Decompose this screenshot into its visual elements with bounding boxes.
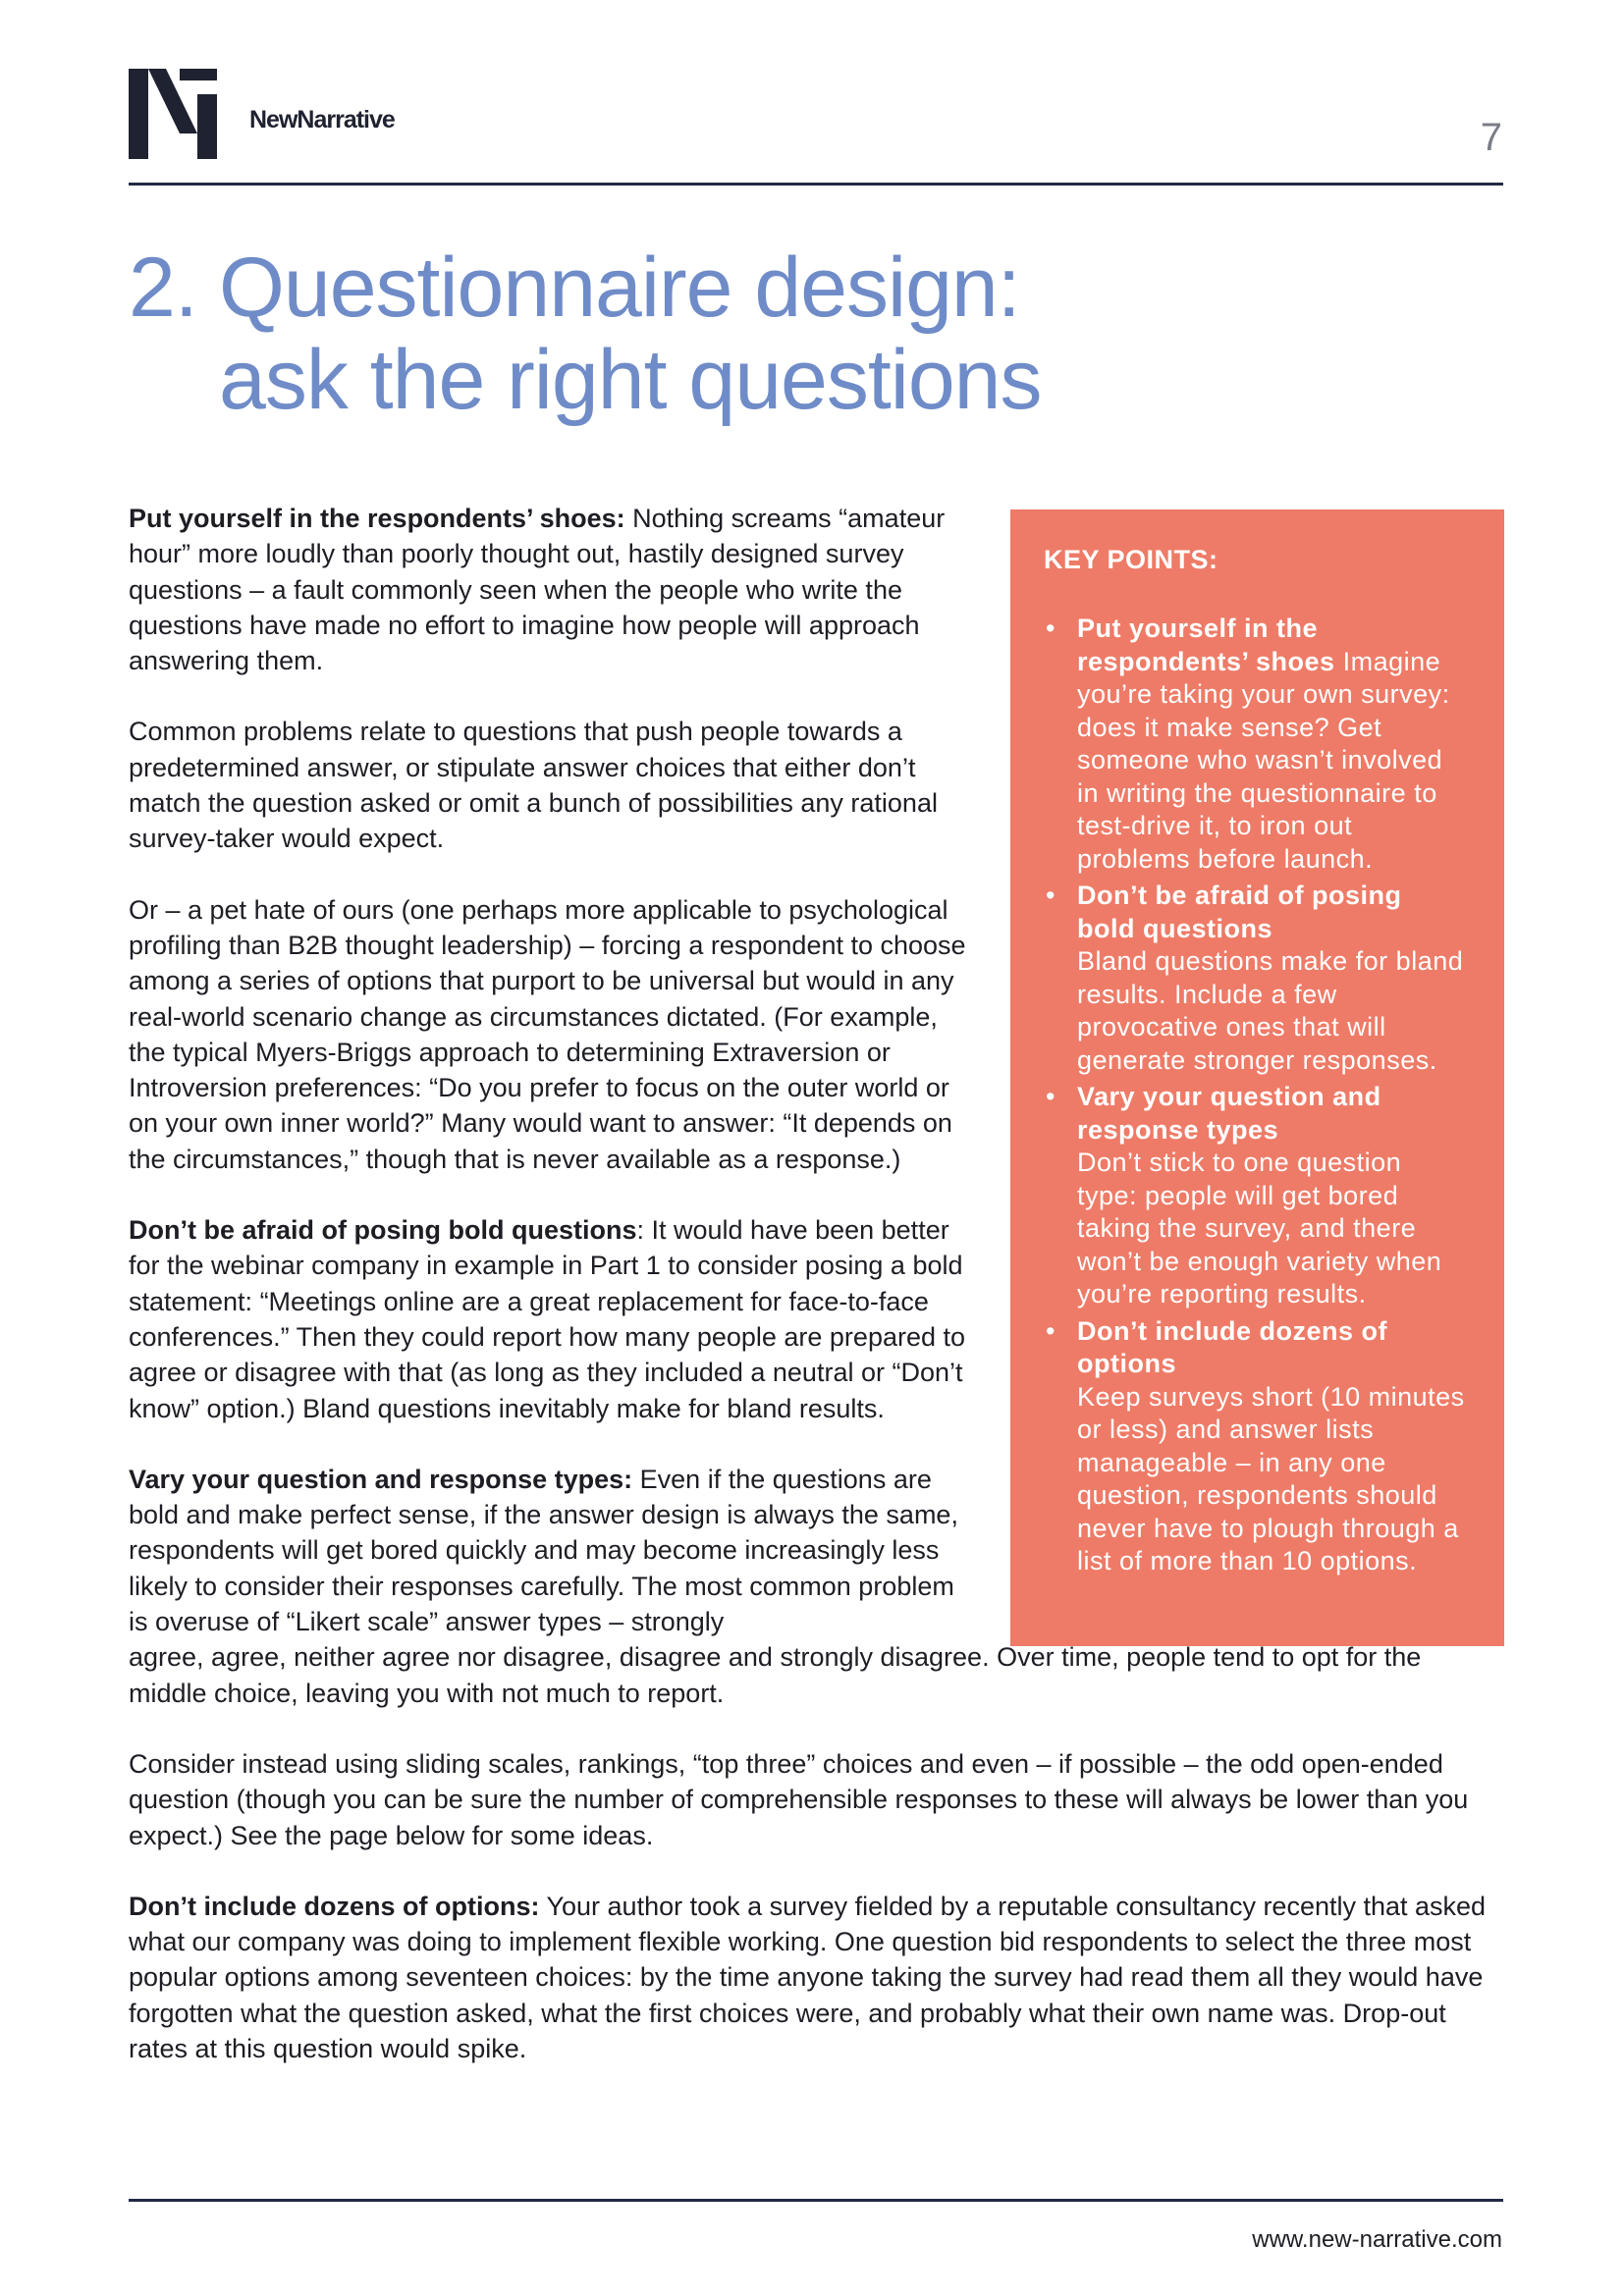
key-point-body: Bland questions make for bland results. Include a few provocative ones that will generate stronger responses. — [1077, 946, 1464, 1075]
paragraph-text: Your author took a survey fielded by a reputable consultancy recently that asked what our company was doing to implement flexible working. One question bid respondents to select the three most popular options among seventeen choices: by the time anyone taking the survey had read them all they would have forgotten what the question asked, what the first choices were, and probably what their own name was. Drop-out rates at this question would spike. — [129, 1891, 1487, 2063]
paragraph-lead: Don’t include dozens of options: — [129, 1891, 540, 1921]
footer-rule — [129, 2199, 1503, 2202]
title-line-2: ask the right questions — [219, 333, 1042, 427]
paragraph-lead: Vary your question and response types: — [129, 1464, 633, 1494]
paragraph-common-problems: Common problems relate to questions that push people towards a predetermined answer, or stipulate answer choices that either don’t match the question asked or omit a bunch of possibilities any rational survey-taker would expect. — [129, 717, 938, 854]
paragraph-text: Even if the questions are bold and make perfect sense, if the answer design is always the same, respondents will get bored quickly and may become increasingly less likely to consider their responses carefully. The most common problem is overuse of “Likert scale” answer types – strongly — [129, 1464, 958, 1637]
paragraph-text: : It would have been better for the webinar company in example in Part 1 to consider posing a bold statement: “Meetings online are a great replacement for face-to-face conferences.” Then they could report how many people are prepared to agree or disagree with that (as long as they included a neutral or “Don’t know” option.) Bland questions inevitably make for bland results. — [129, 1215, 966, 1423]
key-point-title: • Vary your question and response types — [1077, 1082, 1381, 1145]
paragraph-text: Nothing screams “amateur hour” more loudly than poorly thought out, hastily designed survey questions – a fault commonly seen when the people who write the questions have made no effort to imagine how people will approach answering them. — [129, 504, 946, 676]
key-point-body: Keep surveys short (10 minutes or less) and answer lists manageable – in any one question, respondents should never have to plough through a list of more than 10 options. — [1077, 1381, 1465, 1575]
key-point-body: Don’t stick to one question type: people will get bored taking the survey, and there won’t be enough variety when you’re reporting results. — [1077, 1148, 1442, 1308]
paragraph-consider-instead: Consider instead using sliding scales, rankings, “top three” choices and even – if possible – the odd open-ended question (though you can be sure the number of comprehensible responses to these will always be lower than you expect.) See the page below for some ideas. — [129, 1748, 1469, 1850]
key-points-heading: KEY POINTS: — [1044, 545, 1218, 574]
paragraph-text-narrow — [129, 1462, 973, 1639]
header-rule — [129, 183, 1503, 186]
title-line-1: Questionnaire design: — [219, 240, 1020, 335]
paragraph-bold-questions — [129, 1212, 973, 1426]
paragraph-dozens-options — [129, 1889, 1503, 2066]
article-body — [129, 501, 1503, 2102]
paragraph-lead: Don’t be afraid of posing bold questions — [129, 1215, 637, 1246]
page-title — [129, 241, 1042, 426]
page-number: 7 — [1480, 116, 1502, 159]
key-point-body: Imagine you’re taking your own survey: does it make sense? Get someone who wasn’t involved in writing the questionnaire to test-drive it, to iron out problems before launch. — [1077, 646, 1450, 874]
section-number: 2. — [129, 240, 197, 335]
paragraph-lead: Put yourself in the respondents’ shoes: — [129, 504, 625, 533]
key-point-title: Put yourself in the respondents’ shoes — [1077, 614, 1335, 676]
footer-url: www.new-narrative.com — [1252, 2226, 1502, 2253]
paragraph-pet-hate: Or – a pet hate of ours (one perhaps more applicable to psychological profiling than B2B thought leadership) – forcing a respondent to choose among a series of options that purport to be universal but would in any real-world scenario change as circumstances dictated. (For example, the typical Myers-Briggs approach to determining Extraversion or Introversion preferences: “Do you prefer to focus on the outer world or on your own inner world?” Many would want to answer: “It depends on the circumstances,” though that is never available as a response.) — [129, 894, 966, 1174]
newnarrative-logo-icon — [129, 69, 217, 159]
paragraph-respondents-shoes — [129, 501, 973, 678]
brand-name: NewNarrative — [249, 106, 395, 133]
key-point-title: • Don’t include dozens of options — [1077, 1315, 1387, 1378]
paragraph-vary-types — [129, 1462, 1503, 1711]
paragraph-text-wide: agree, agree, neither agree nor disagree, disagree and strongly disagree. Over time, people tend to opt for the middle choice, leaving you with not much to report. — [129, 1642, 1422, 1708]
key-point-title: • Don’t be afraid of posing bold questions — [1077, 881, 1402, 943]
